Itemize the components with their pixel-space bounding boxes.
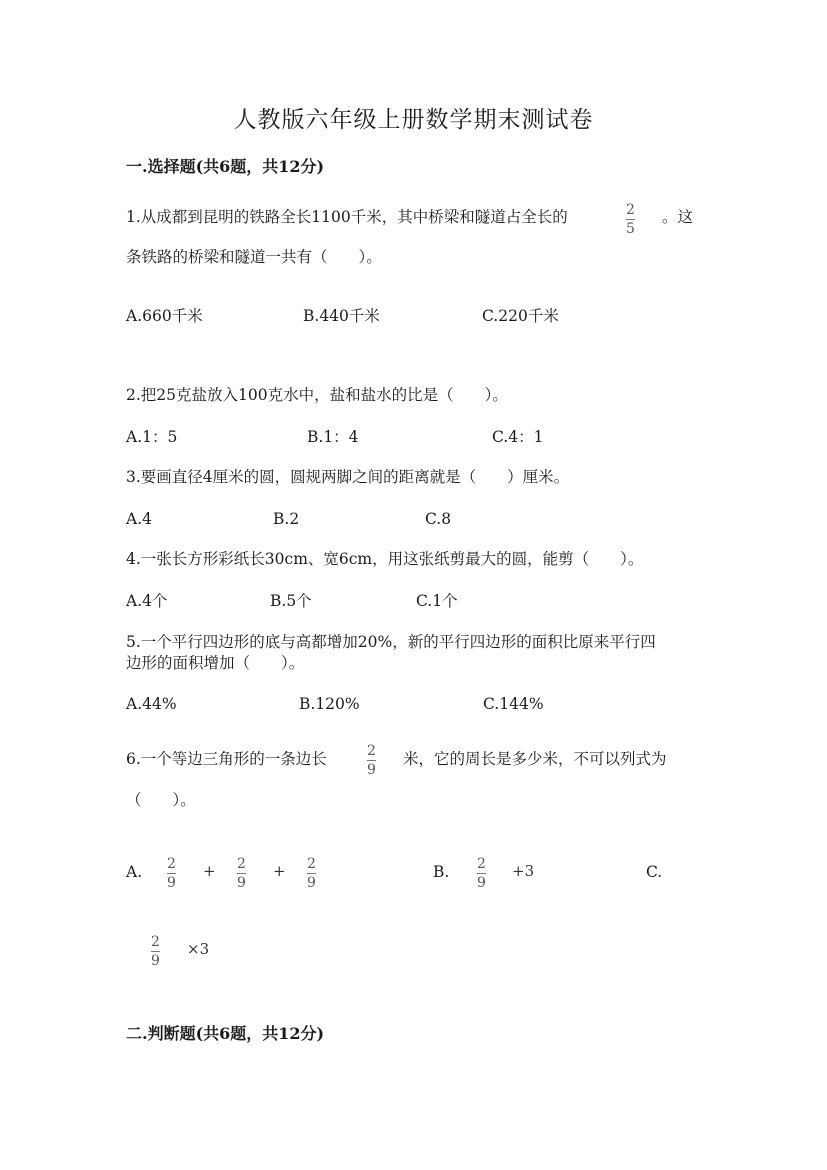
question-1-line-1: 1.从成都到昆明的铁路全长1100千米，其中桥梁和隧道占全长的 <box>126 208 568 226</box>
fraction-numerator: 2 <box>307 856 316 872</box>
question-3-option-b: B.2 <box>273 510 300 528</box>
question-1-option-b: B.440千米 <box>303 307 380 325</box>
question-6-option-b-tail: +3 <box>512 862 535 880</box>
fraction-2-9 <box>237 857 246 891</box>
fraction-2-9 <box>151 935 160 969</box>
fraction-numerator: 2 <box>167 856 176 872</box>
fraction-numerator: 2 <box>477 856 486 872</box>
fraction-numerator: 2 <box>237 856 246 872</box>
plus-sign: + <box>203 862 216 880</box>
question-1-line-1-end: 。这 <box>662 208 694 226</box>
question-6-option-a-label: A. <box>126 863 143 881</box>
question-6-line-2: （ ）。 <box>126 791 196 809</box>
fraction-denominator: 9 <box>151 953 160 969</box>
question-4-option-c: C.1个 <box>416 592 458 610</box>
fraction-2-5 <box>626 203 635 237</box>
page-title: 人教版六年级上册数学期末测试卷 <box>233 107 594 133</box>
fraction-bar <box>167 873 176 874</box>
fraction-bar <box>237 873 246 874</box>
fraction-bar <box>151 951 160 952</box>
question-3-text: 3.要画直径4厘米的圆，圆规两脚之间的距离就是（ ）厘米。 <box>126 468 570 486</box>
question-6-option-c-label: C. <box>646 863 663 881</box>
question-2-text: 2.把25克盐放入100克水中，盐和盐水的比是（ ）。 <box>126 386 508 404</box>
section-heading-judgment: 二.判断题(共6题，共12分) <box>126 1024 325 1043</box>
question-6-option-c-tail: ×3 <box>187 940 210 958</box>
fraction-denominator: 9 <box>167 875 176 891</box>
fraction-2-9 <box>167 857 176 891</box>
fraction-denominator: 9 <box>477 875 486 891</box>
fraction-denominator: 5 <box>626 221 635 237</box>
question-1-option-c: C.220千米 <box>482 307 559 325</box>
question-6-line-1-start: 6.一个等边三角形的一条边长 <box>126 750 327 768</box>
question-6-option-b-label: B. <box>433 863 450 881</box>
question-5-option-b: B.120% <box>299 695 360 713</box>
section-heading-choice: 一.选择题(共6题，共12分) <box>126 157 325 176</box>
question-4-option-b: B.5个 <box>270 592 312 610</box>
fraction-denominator: 9 <box>237 875 246 891</box>
fraction-2-9 <box>367 744 376 778</box>
plus-sign: + <box>273 862 286 880</box>
question-2-option-b: B.1：4 <box>307 428 359 446</box>
fraction-2-9 <box>307 857 316 891</box>
fraction-numerator: 2 <box>367 743 376 759</box>
question-3-option-a: A.4 <box>126 510 152 528</box>
fraction-denominator: 9 <box>367 762 376 778</box>
fraction-numerator: 2 <box>151 934 160 950</box>
question-6-line-1-end: 米，它的周长是多少米，不可以列式为 <box>403 750 667 768</box>
question-2-option-a: A.1：5 <box>126 428 178 446</box>
fraction-denominator: 9 <box>307 875 316 891</box>
question-5-line-2: 边形的面积增加（ ）。 <box>126 654 305 672</box>
fraction-bar <box>477 873 486 874</box>
fraction-bar <box>626 219 635 220</box>
question-1-line-2: 条铁路的桥梁和隧道一共有（ ）。 <box>126 248 382 266</box>
question-4-option-a: A.4个 <box>126 592 168 610</box>
question-5-line-1: 5.一个平行四边形的底与高都增加20%，新的平行四边形的面积比原来平行四 <box>126 633 656 651</box>
fraction-bar <box>307 873 316 874</box>
question-1-option-a: A.660千米 <box>126 307 203 325</box>
question-3-option-c: C.8 <box>425 510 452 528</box>
question-5-option-a: A.44% <box>126 695 177 713</box>
fraction-numerator: 2 <box>626 202 635 218</box>
question-2-option-c: C.4：1 <box>492 428 544 446</box>
fraction-2-9 <box>477 857 486 891</box>
question-5-option-c: C.144% <box>483 695 544 713</box>
fraction-bar <box>367 760 376 761</box>
question-4-text: 4.一张长方形彩纸长30cm、宽6cm，用这张纸剪最大的圆，能剪（ ）。 <box>126 550 644 568</box>
